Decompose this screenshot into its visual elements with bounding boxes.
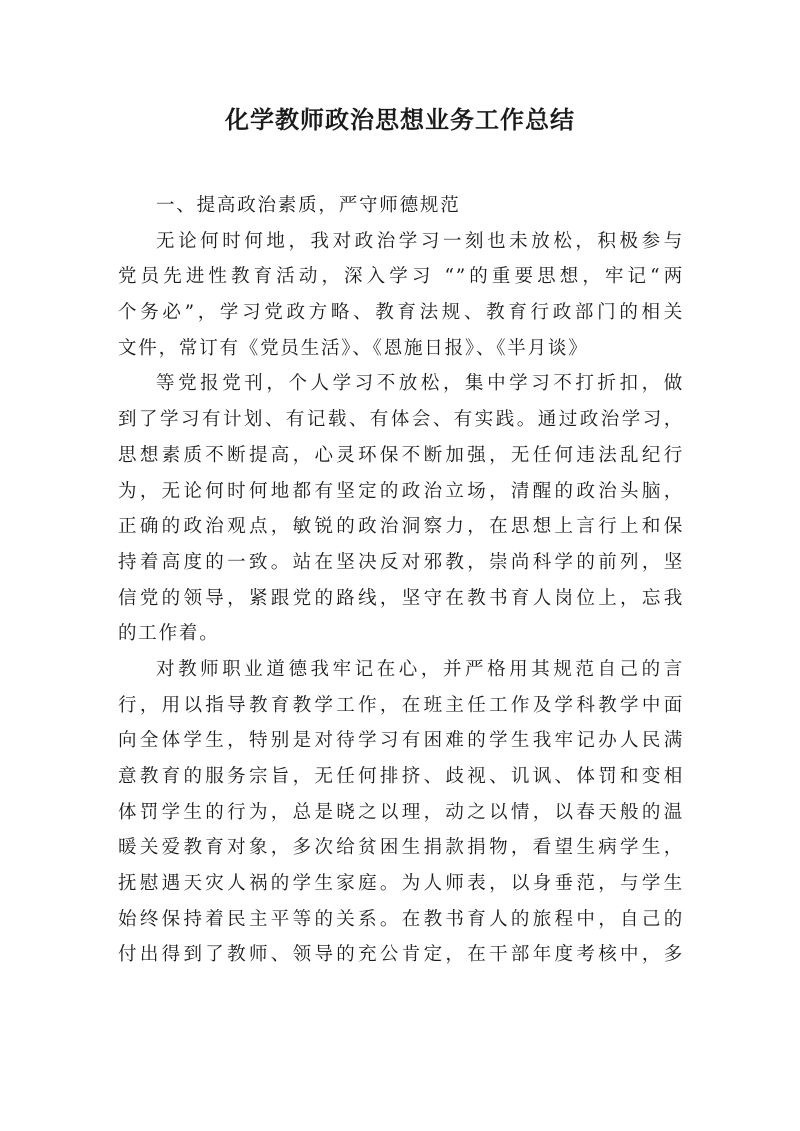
paragraph-line: 正确的政治观点，敏锐的政治洞察力，在思想上言行上和保 [118, 516, 684, 538]
paragraph-line: 个务必”，学习党政方略、教育法规、教育行政部门的相关 [118, 302, 684, 324]
paragraph-line: 的工作着。 [118, 623, 220, 645]
document-body [118, 188, 684, 973]
paragraph-line: 抚慰遇天灾人祸的学生家庭。为人师表，以身垂范，与学生 [118, 873, 684, 895]
paragraph-line: 无论何时何地，我对政治学习一刻也未放松，积极参与 [156, 230, 684, 252]
paragraph-line: 向全体学生，特别是对待学习有困难的学生我牢记办人民满 [118, 730, 684, 752]
paragraph-line: 等党报党刊，个人学习不放松，集中学习不打折扣，做 [156, 373, 684, 395]
paragraph-line: 始终保持着民主平等的关系。在教书育人的旅程中，自己的 [118, 908, 684, 930]
paragraph-line: 信党的领导，紧跟党的路线，坚守在教书育人岗位上，忘我 [118, 587, 684, 609]
paragraph-line: 体罚学生的行为，总是晓之以理，动之以情，以春天般的温 [118, 801, 684, 823]
paragraph-line: 行，用以指导教育教学工作，在班主任工作及学科教学中面 [118, 694, 684, 716]
paragraph-line: 党员先进性教育活动，深入学习 “”的重要思想，牢记“两 [118, 266, 684, 288]
paragraph-line: 对教师职业道德我牢记在心，并严格用其规范自己的言 [156, 658, 684, 680]
paragraph-line: 到了学习有计划、有记载、有体会、有实践。通过政治学习， [118, 409, 684, 431]
paragraph-line: 付出得到了教师、领导的充公肯定，在干部年度考核中，多 [118, 944, 684, 966]
paragraph-line: 思想素质不断提高，心灵环保不断加强，无任何违法乱纪行 [118, 444, 684, 466]
paragraph-line: 持着高度的一致。站在坚决反对邪教，崇尚科学的前列，坚 [118, 551, 684, 573]
section-heading: 一、提高政治素质，严守师德规范 [156, 195, 461, 216]
paragraph-line: 暖关爱教育对象，多次给贫困生捐款捐物，看望生病学生， [118, 837, 684, 859]
document-title: 化学教师政治思想业务工作总结 [225, 106, 575, 134]
paragraph-line: 为，无论何时何地都有坚定的政治立场，清醒的政治头脑， [118, 480, 684, 502]
paragraph-line: 文件，常订有《党员生活》、《恩施日报》、《半月谈》 [118, 337, 589, 359]
paragraph-line: 意教育的服务宗旨，无任何排挤、歧视、讥讽、体罚和变相 [118, 766, 684, 787]
